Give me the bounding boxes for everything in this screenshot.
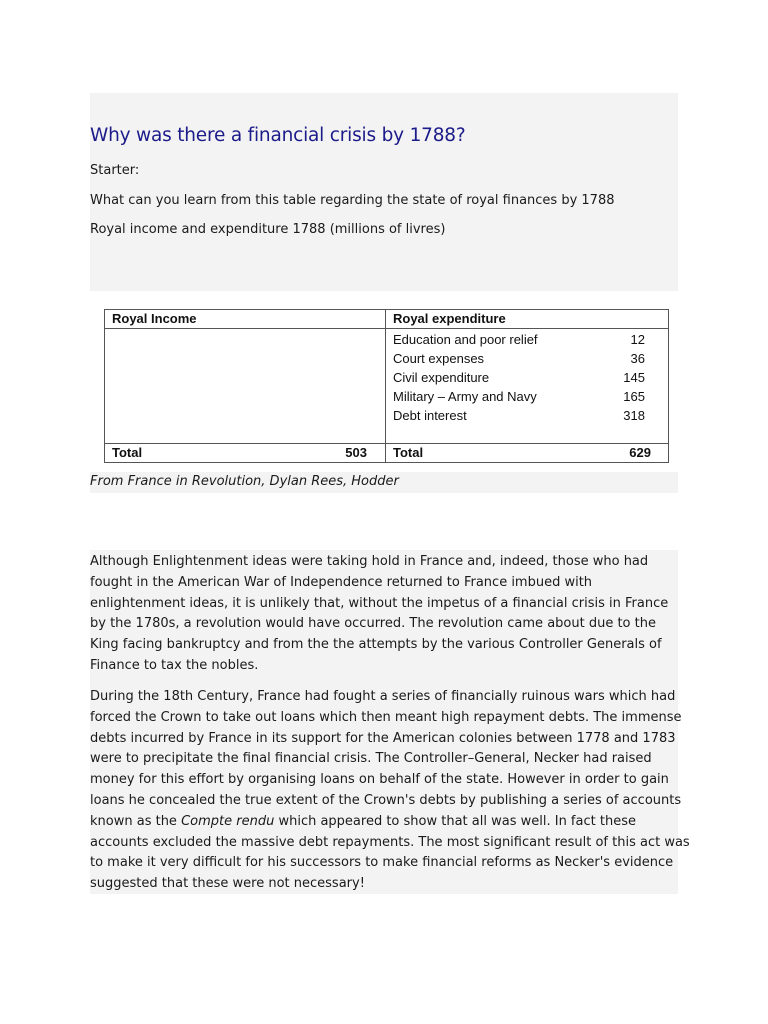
paragraph-line: fought in the American War of Independence returned to France imbued with: [90, 574, 593, 590]
source-section: [90, 472, 678, 493]
essay-section: [90, 550, 690, 894]
paragraph-line: Finance to tax the nobles.: [90, 657, 259, 673]
expenditure-header: Royal expenditure: [386, 310, 669, 329]
paragraph-line: loans he concealed the true extent of the Crown's debts by publishing a series of accounts: [90, 792, 682, 808]
expenditure-item-label: Debt interest: [393, 408, 467, 423]
paragraph-line: by the 1780s, a revolution would have occurred. The revolution came about due to the: [90, 616, 656, 632]
paragraph-line: forced the Crown to take out loans which then meant high repayment debts. The immense: [90, 709, 682, 725]
table-body-row: [105, 329, 669, 444]
starter-colon: :: [134, 163, 140, 178]
expenditure-total-cell: [386, 444, 669, 463]
paragraph-line: were to precipitate the final financial crisis. The Controller–General, Necker had raised: [90, 751, 652, 767]
expenditure-item: [393, 330, 668, 349]
expenditure-item: [393, 368, 668, 387]
paragraph-line: [90, 812, 678, 833]
page-title: Why was there a financial crisis by 1788?: [90, 125, 466, 146]
paragraph-line: Although Enlightenment ideas were taking hold in France and, indeed, those who had: [90, 554, 649, 569]
starter-question: What can you learn from this table regarding the state of royal finances by 1788: [90, 193, 615, 208]
income-header: Royal Income: [105, 310, 386, 329]
paragraph-line: to make it very difficult for his successors to make financial reforms as Necker's evidence: [90, 855, 674, 871]
expenditure-list: [386, 329, 668, 425]
table-header-row: [105, 310, 669, 329]
starter-text: Starter: [90, 163, 135, 178]
table-caption: Royal income and expenditure 1788 (millions of livres): [90, 222, 446, 237]
expenditure-item-label: Court expenses: [393, 351, 485, 366]
expenditure-item-label: Education and poor relief: [393, 332, 538, 347]
expenditure-total-value: 629: [629, 445, 651, 460]
paragraph-line: During the 18th Century, France had fought a series of financially ruinous wars which had: [90, 689, 676, 704]
compte-rendu-title: Compte rendu: [181, 813, 275, 829]
expenditure-item: [393, 349, 668, 368]
expenditure-cell: [386, 329, 669, 444]
expenditure-total-label: Total: [393, 445, 424, 460]
income-total-cell: [105, 444, 386, 463]
expenditure-item-label: Military – Army and Navy: [393, 389, 537, 404]
source-citation: From France in Revolution, Dylan Rees, Hodder: [90, 474, 399, 489]
line-text: which appeared to show that all was well. In fact these: [274, 813, 636, 829]
expenditure-item-label: Civil expenditure: [393, 370, 490, 385]
income-cell: [105, 329, 386, 444]
paragraph-line: King facing bankruptcy and from the the attempts by the various Controller Generals of: [90, 637, 662, 653]
income-total-value: 503: [345, 445, 367, 460]
expenditure-item-value: 36: [630, 351, 645, 366]
table-total-row: [105, 444, 669, 463]
expenditure-item-value: 318: [623, 408, 645, 423]
paragraph-2: [90, 687, 690, 895]
paragraph-line: debts incurred by France in its support for the American colonies between 1778 and 1783: [90, 730, 676, 746]
paragraph-line: money for this effort by organising loans on behalf of the state. However in order to gain: [90, 772, 669, 788]
expenditure-item: [393, 387, 668, 406]
expenditure-item-value: 165: [623, 389, 645, 404]
paragraph-line: accounts excluded the massive debt repayments. The most significant result of this act was: [90, 834, 690, 850]
paragraph-line: enlightenment ideas, it is unlikely that, without the impetus of a financial crisis in France: [90, 595, 669, 611]
expenditure-item-value: 12: [630, 332, 645, 347]
line-text: known as the: [90, 813, 182, 829]
paragraph-1: [90, 552, 678, 677]
royal-finances-table: [104, 309, 669, 463]
expenditure-item-value: 145: [623, 370, 645, 385]
starter-label: [90, 163, 139, 179]
income-total-label: Total: [112, 445, 143, 460]
intro-section: [90, 93, 678, 291]
expenditure-item: [393, 406, 668, 425]
paragraph-line: suggested that these were not necessary!: [90, 876, 365, 892]
